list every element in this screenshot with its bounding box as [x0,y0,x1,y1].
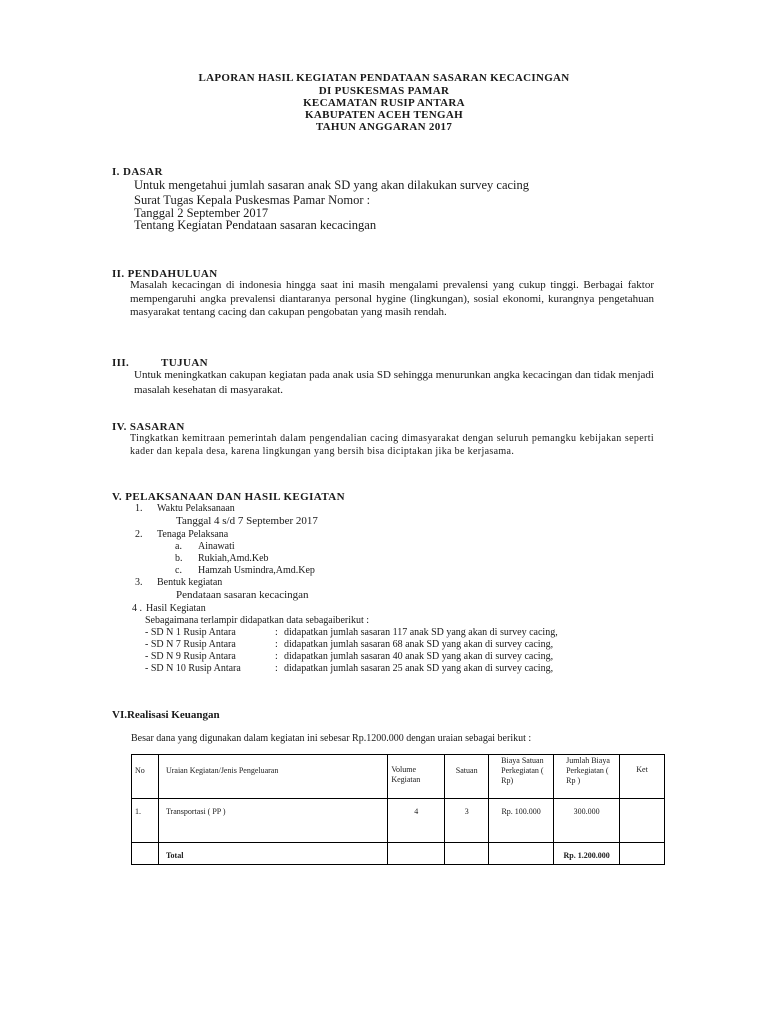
dasar-line-2: Surat Tugas Kepala Puskesmas Pamar Nomor : [134,193,371,207]
result-separator: : [275,663,278,674]
section-sasaran-heading: IV. SASARAN [112,421,185,433]
row-ket [620,799,664,810]
section-pelaksanaan-heading: V. PELAKSANAAN DAN HASIL KEGIATAN [112,491,345,503]
result-separator: : [275,627,278,638]
header-jumlah: Jumlah Biaya Perkegiatan ( Rp ) [566,756,610,785]
report-title-line-2: DI PUSKESMAS PAMAR [318,85,450,97]
row-no: 1. [135,807,141,816]
section-tujuan-number: III. [112,357,130,369]
pendahuluan-paragraph: Masalah kecacingan di indonesia hingga saat ini masih mengalami prevalensi yang cukup tinggi. Berbagai faktor mempengaruhi angka prevalensi diantaranya personal hygine (lingkungan), sosial ekonomi, kurangnya pengetahuan masyarakat tentang cacing dan cakupan pengobatan yang masih rendah. [130,279,654,318]
dasar-line-4: Tentang Kegiatan Pendataan sasaran kecacingan [134,218,377,232]
tujuan-paragraph: Untuk meningkatkan cakupan kegiatan pada anak usia SD sehingga menurunkan angka kecacingan dan tidak menjadi masalah kesehatan di masyarakat. [134,369,654,396]
sasaran-paragraph: Tingkatkan kemitraan pemerintah dalam pengendalian cacing dimasyarakat dengan seluruh pemangku kebijakan seperti kader dan kepala desa, karena lingkungan yang bersih bisa diciptakan jika be kerjasama. [130,433,654,457]
row-satuan: 3 [464,807,469,816]
row-uraian: Transportasi ( PP ) [165,807,226,816]
staff-b-name: Rukiah,Amd.Keb [198,553,269,564]
staff-b-letter: b. [175,553,183,564]
result-school: - SD N 9 Rusip Antara [145,651,236,662]
item-2-number: 2. [135,529,143,540]
result-text: didapatkan jumlah sasaran 68 anak SD yang akan di survey cacing, [284,639,554,650]
row-biaya: Rp. 100.000 [501,807,541,816]
section-keuangan-heading: VI.Realisasi Keuangan [112,709,220,721]
keuangan-intro: Besar dana yang digunakan dalam kegiatan ini sebesar Rp.1200.000 dengan uraian sebagai berikut : [131,733,532,744]
table-row [132,799,665,843]
item-3-value: Pendataan sasaran kecacingan [176,589,309,601]
header-biaya: Biaya Satuan Perkegiatan ( Rp) [501,756,544,785]
staff-a-name: Ainawati [198,541,235,552]
row-jumlah: 300.000 [573,807,600,816]
staff-a-letter: a. [175,541,182,552]
result-text: didapatkan jumlah sasaran 40 anak SD yang akan di survey cacing, [284,651,554,662]
result-separator: : [275,639,278,650]
row-volume: 4 [414,807,419,816]
result-school: - SD N 1 Rusip Antara [145,627,236,638]
item-4-label: Hasil Kegiatan [146,603,206,614]
finance-table [131,754,665,865]
header-volume: Volume Kegiatan [391,765,421,784]
item-1-number: 1. [135,503,143,514]
header-uraian: Uraian Kegiatan/Jenis Pengeluaran [165,766,279,775]
item-3-number: 3. [135,577,143,588]
section-dasar-heading: I. DASAR [112,166,163,178]
result-text: didapatkan jumlah sasaran 117 anak SD yang akan di survey cacing, [284,627,558,638]
header-ket: Ket [636,765,648,774]
table-header-row [132,755,665,799]
report-title-line-4: KABUPATEN ACEH TENGAH [305,109,463,121]
report-title-line-1: LAPORAN HASIL KEGIATAN PENDATAAN SASARAN KECACINGAN [198,72,570,84]
total-value: Rp. 1.200.000 [563,851,610,860]
header-no: No [135,766,145,775]
section-pendahuluan-heading: II. PENDAHULUAN [112,268,218,280]
report-title-line-3: KECAMATAN RUSIP ANTARA [303,97,465,109]
result-school: - SD N 7 Rusip Antara [145,639,236,650]
staff-c-name: Hamzah Usmindra,Amd.Kep [198,565,315,576]
item-4-number: 4 . [132,603,142,614]
report-title-line-5: TAHUN ANGGARAN 2017 [315,121,453,133]
result-separator: : [275,651,278,662]
result-text: didapatkan jumlah sasaran 25 anak SD yang akan di survey cacing, [284,663,554,674]
item-3-label: Bentuk kegiatan [157,577,223,588]
result-school: - SD N 10 Rusip Antara [145,663,241,674]
results-intro: Sebagaimana terlampir didapatkan data sebagaiberikut : [145,615,370,626]
table-total-row [132,843,665,865]
section-tujuan-heading: TUJUAN [161,357,209,369]
header-satuan: Satuan [455,766,478,775]
dasar-line-3: Tanggal 2 September 2017 [134,206,269,220]
dasar-line-1: Untuk mengetahui jumlah sasaran anak SD yang akan dilakukan survey cacing [134,178,530,192]
item-1-label: Waktu Pelaksanaan [157,503,235,514]
item-2-label: Tenaga Pelaksana [157,529,229,540]
total-label: Total [165,851,184,860]
item-1-value: Tanggal 4 s/d 7 September 2017 [176,515,318,527]
staff-c-letter: c. [175,565,182,576]
